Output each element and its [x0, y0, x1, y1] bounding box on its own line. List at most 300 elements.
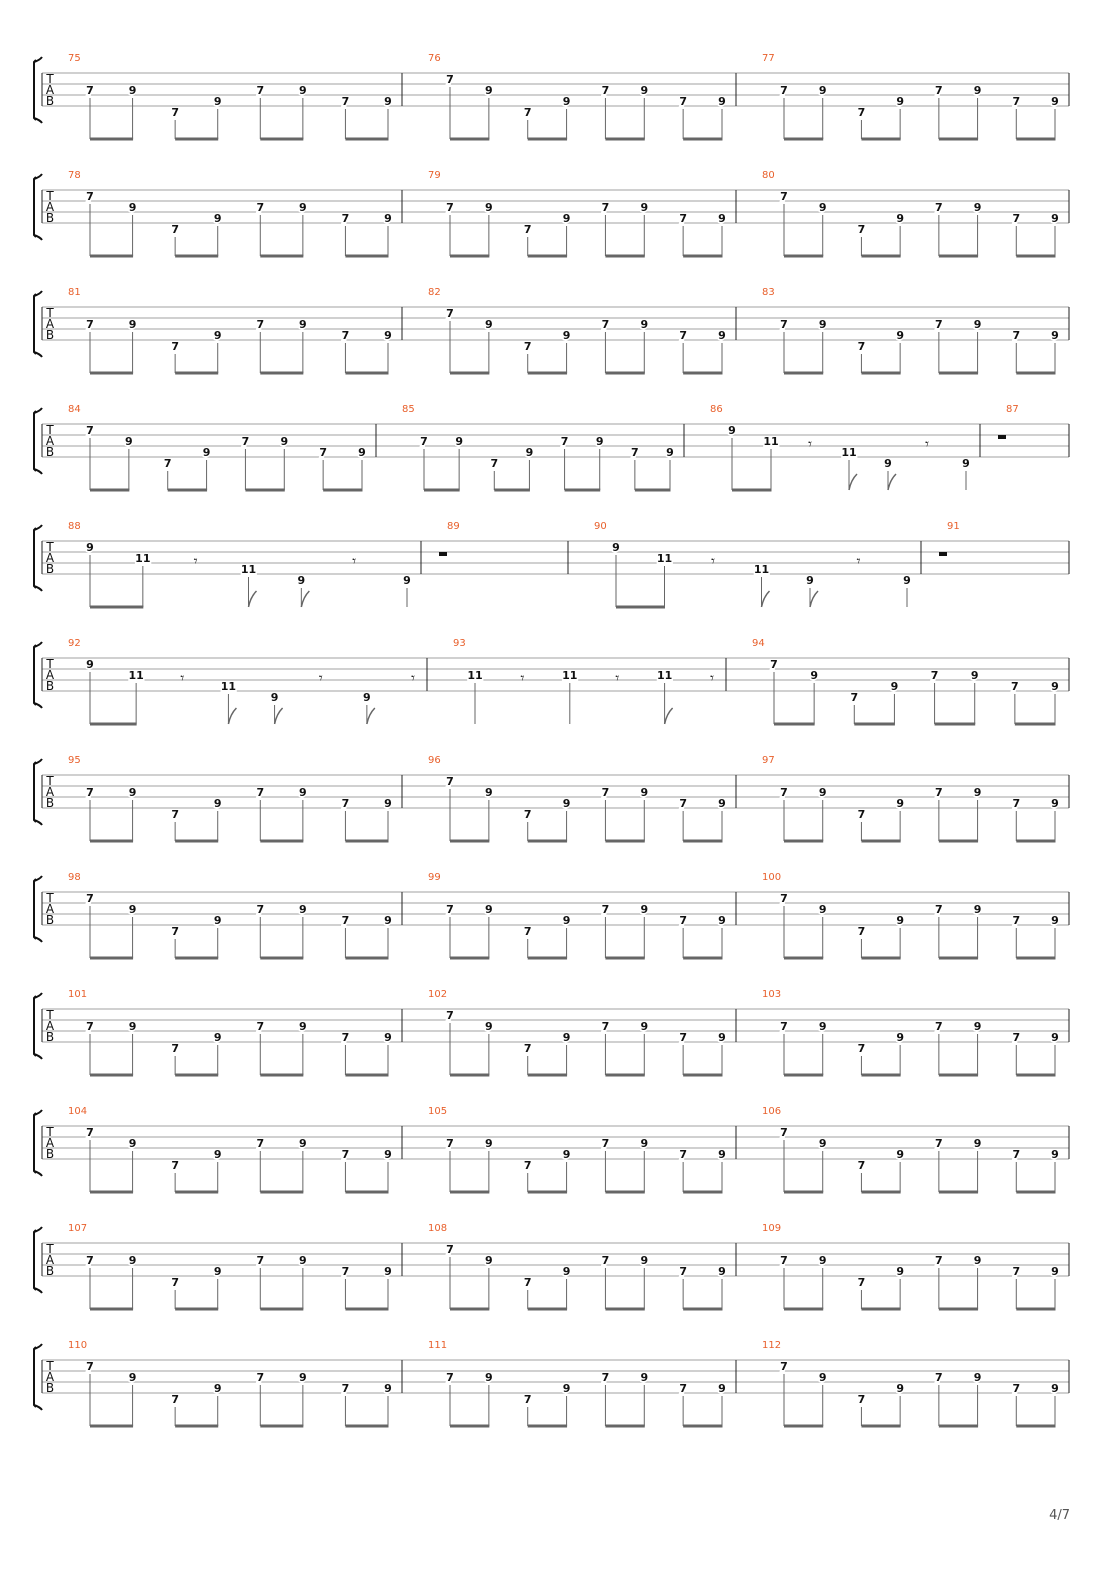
fret-number: 11: [128, 669, 144, 682]
measure-number: 108: [428, 1223, 448, 1234]
tab-clef-letter: B: [45, 913, 55, 927]
fret-number: 9: [818, 1254, 827, 1267]
beam: [683, 1191, 722, 1194]
fret-number: 7: [780, 190, 788, 203]
system-bracket: [34, 174, 42, 240]
fret-number: 9: [485, 84, 493, 97]
fret-number: 9: [299, 1371, 307, 1384]
beam: [1015, 723, 1056, 726]
beam: [683, 138, 722, 141]
beam: [1016, 1308, 1055, 1311]
beam: [861, 1191, 900, 1194]
fret-number: 9: [718, 95, 726, 108]
fret-number: 9: [128, 1371, 137, 1384]
fret-number: 9: [455, 435, 463, 448]
eighth-rest: 𝄾: [180, 669, 185, 687]
beam: [1016, 255, 1055, 258]
beam: [260, 255, 303, 258]
beam: [260, 957, 303, 960]
fret-number: 7: [523, 1159, 532, 1172]
fret-number: 7: [256, 84, 265, 97]
fret-number: 9: [973, 84, 982, 97]
fret-number: 7: [171, 106, 179, 119]
fret-number: 9: [384, 914, 392, 927]
fret-number: 7: [86, 892, 94, 905]
fret-number: 9: [640, 786, 649, 799]
beam: [260, 1308, 303, 1311]
fret-number: 7: [601, 84, 610, 97]
beam: [1016, 138, 1055, 141]
beam: [260, 138, 303, 141]
fret-number: 9: [818, 84, 827, 97]
fret-number: 7: [256, 1020, 265, 1033]
fret-number: 9: [485, 1020, 493, 1033]
whole-rest: [939, 552, 947, 556]
measure-number: 77: [762, 53, 775, 64]
beam: [861, 840, 900, 843]
fret-number: 7: [341, 1148, 350, 1161]
beam: [90, 957, 133, 960]
measure-number: 103: [762, 989, 782, 1000]
fret-number: 9: [973, 1020, 982, 1033]
fret-number: 7: [601, 1137, 610, 1150]
beam: [528, 840, 567, 843]
fret-number: 7: [1011, 680, 1019, 693]
fret-number: 7: [341, 95, 350, 108]
fret-number: 9: [128, 318, 137, 331]
tab-clef-letter: A: [45, 1019, 55, 1033]
fret-number: 7: [679, 1148, 687, 1161]
measure-number: 84: [68, 404, 81, 415]
fret-number: 9: [485, 1137, 493, 1150]
beam: [345, 255, 388, 258]
beam: [450, 372, 489, 375]
fret-number: 9: [86, 658, 94, 671]
measure-number: 88: [68, 521, 81, 532]
whole-rest: [439, 552, 447, 556]
fret-number: 7: [256, 201, 265, 214]
fret-number: 9: [1051, 212, 1059, 225]
beam: [528, 1191, 567, 1194]
tab-clef-letter: T: [46, 1359, 54, 1373]
beam: [939, 372, 978, 375]
fret-number: 7: [780, 1020, 788, 1033]
beam: [175, 372, 218, 375]
tab-clef-letter: A: [45, 551, 55, 565]
fret-number: 9: [962, 457, 970, 470]
beam: [784, 1074, 823, 1077]
fret-number: 9: [896, 1148, 904, 1161]
fret-number: 9: [806, 574, 814, 587]
fret-number: 9: [299, 786, 307, 799]
fret-number: 9: [299, 201, 307, 214]
fret-number: 9: [485, 1371, 493, 1384]
beam: [1016, 957, 1055, 960]
measure-number: 99: [428, 872, 441, 883]
beam: [939, 1191, 978, 1194]
fret-number: 9: [973, 786, 982, 799]
beam: [450, 1074, 489, 1077]
fret-number: 9: [884, 457, 892, 470]
fret-number: 7: [560, 435, 569, 448]
fret-number: 11: [135, 552, 151, 565]
fret-number: 9: [728, 424, 736, 437]
fret-number: 9: [1051, 1148, 1059, 1161]
fret-number: 9: [485, 318, 493, 331]
fret-number: 7: [341, 1382, 350, 1395]
fret-number: 7: [341, 797, 350, 810]
system-bracket: [34, 1344, 42, 1410]
fret-number: 9: [890, 680, 899, 693]
fret-number: 7: [171, 1042, 179, 1055]
measure-number: 76: [428, 53, 441, 64]
fret-number: 9: [718, 1031, 726, 1044]
fret-number: 7: [523, 340, 532, 353]
beam: [861, 372, 900, 375]
fret-number: 9: [485, 903, 493, 916]
tab-clef-letter: T: [46, 306, 54, 320]
measure-number: 80: [762, 170, 775, 181]
fret-number: 9: [384, 1382, 392, 1395]
beam: [260, 1191, 303, 1194]
fret-number: 9: [299, 903, 307, 916]
fret-number: 9: [384, 95, 392, 108]
beam: [90, 840, 133, 843]
beam: [939, 957, 978, 960]
eighth-rest: 𝄾: [808, 435, 812, 453]
fret-number: 9: [810, 669, 818, 682]
tab-clef-letter: T: [46, 891, 54, 905]
tab-clef-letter: T: [46, 1242, 54, 1256]
eighth-rest: 𝄾: [710, 669, 714, 687]
fret-number: 7: [1012, 1382, 1021, 1395]
fret-number: 7: [1012, 1265, 1021, 1278]
system-bracket: [34, 408, 42, 474]
fret-number: 7: [86, 318, 94, 331]
system-bracket: [34, 525, 42, 591]
fret-number: 9: [1051, 1382, 1059, 1395]
beam: [260, 840, 303, 843]
tab-clef-letter: T: [46, 540, 54, 554]
fret-number: 7: [935, 903, 943, 916]
fret-number: 7: [780, 84, 788, 97]
beam: [450, 840, 489, 843]
beam: [635, 489, 671, 492]
fret-number: 9: [1051, 1031, 1059, 1044]
fret-number: 7: [601, 903, 610, 916]
beam: [784, 840, 823, 843]
fret-number: 9: [903, 574, 911, 587]
system-bracket: [34, 993, 42, 1059]
fret-number: 7: [86, 1020, 94, 1033]
fret-number: 9: [612, 541, 620, 554]
measure-number: 105: [428, 1106, 448, 1117]
tab-clef-letter: T: [46, 72, 54, 86]
fret-number: 7: [523, 1276, 532, 1289]
beam: [450, 1191, 489, 1194]
fret-number: 9: [213, 1265, 222, 1278]
fret-number: 9: [973, 201, 982, 214]
tab-clef-letter: T: [46, 1008, 54, 1022]
tab-clef-letter: T: [46, 189, 54, 203]
beam: [861, 1425, 900, 1428]
fret-number: 9: [128, 1020, 137, 1033]
note-flag: [367, 708, 375, 724]
fret-number: 9: [86, 541, 94, 554]
beam: [260, 1074, 303, 1077]
fret-number: 7: [679, 1031, 687, 1044]
beam: [90, 1308, 133, 1311]
fret-number: 9: [562, 1382, 571, 1395]
beam: [861, 255, 900, 258]
fret-number: 7: [857, 1042, 866, 1055]
fret-number: 7: [171, 1393, 179, 1406]
fret-number: 9: [403, 574, 411, 587]
note-flag: [810, 591, 818, 607]
fret-number: 9: [640, 201, 649, 214]
beam: [90, 255, 133, 258]
measure-number: 81: [68, 287, 81, 298]
fret-number: 9: [1051, 914, 1059, 927]
beam: [450, 255, 489, 258]
fret-number: 9: [485, 1254, 493, 1267]
whole-rest: [998, 435, 1006, 439]
tab-clef-letter: A: [45, 785, 55, 799]
measure-number: 89: [447, 521, 460, 532]
fret-number: 9: [973, 318, 982, 331]
fret-number: 7: [601, 318, 610, 331]
page-number: 4/7: [1049, 1508, 1070, 1523]
beam: [323, 489, 362, 492]
fret-number: 7: [1012, 212, 1021, 225]
fret-number: 7: [857, 340, 866, 353]
fret-number: 7: [935, 1137, 943, 1150]
beam: [90, 489, 129, 492]
beam: [939, 1308, 978, 1311]
beam: [683, 1074, 722, 1077]
fret-number: 11: [656, 552, 673, 565]
fret-number: 7: [770, 658, 778, 671]
fret-number: 9: [562, 1148, 571, 1161]
measure-number: 106: [762, 1106, 782, 1117]
beam: [175, 840, 218, 843]
fret-number: 7: [341, 1265, 350, 1278]
fret-number: 9: [640, 1254, 649, 1267]
fret-number: 9: [125, 435, 133, 448]
beam: [854, 723, 895, 726]
fret-number: 7: [171, 808, 179, 821]
fret-number: 7: [1012, 1148, 1021, 1161]
beam: [732, 489, 772, 492]
system-bracket: [34, 876, 42, 942]
beam: [939, 1425, 978, 1428]
fret-number: 9: [358, 446, 366, 459]
tab-clef-letter: B: [45, 445, 55, 459]
measure-number: 111: [428, 1340, 448, 1351]
fret-number: 9: [718, 329, 726, 342]
beam: [616, 606, 665, 609]
fret-number: 9: [213, 1148, 222, 1161]
fret-number: 7: [446, 1009, 454, 1022]
tab-clef-letter: A: [45, 668, 55, 682]
fret-number: 9: [640, 903, 649, 916]
beam: [784, 1191, 823, 1194]
fret-number: 9: [128, 903, 137, 916]
fret-number: 7: [86, 424, 94, 437]
system-bracket: [34, 1110, 42, 1176]
beam: [345, 1191, 388, 1194]
fret-number: 9: [818, 1371, 827, 1384]
fret-number: 7: [679, 797, 687, 810]
beam: [424, 489, 460, 492]
eighth-rest: 𝄾: [318, 669, 323, 687]
fret-number: 7: [171, 1276, 179, 1289]
measure-number: 102: [428, 989, 448, 1000]
beam: [528, 957, 567, 960]
beam: [175, 957, 218, 960]
fret-number: 9: [270, 691, 279, 704]
beam: [1016, 840, 1055, 843]
beam: [861, 1074, 900, 1077]
beam: [90, 1425, 133, 1428]
measure-number: 107: [68, 1223, 88, 1234]
fret-number: 9: [718, 914, 726, 927]
fret-number: 7: [523, 106, 532, 119]
fret-number: 7: [446, 775, 454, 788]
beam: [90, 606, 143, 609]
fret-number: 7: [523, 925, 532, 938]
fret-number: 11: [240, 563, 257, 576]
tab-clef-letter: B: [45, 1030, 55, 1044]
beam: [450, 1308, 489, 1311]
tab-clef-letter: T: [46, 657, 54, 671]
beam: [939, 138, 978, 141]
fret-number: 7: [679, 212, 687, 225]
fret-number: 9: [718, 1148, 726, 1161]
fret-number: 9: [384, 329, 392, 342]
note-flag: [249, 591, 257, 607]
tab-clef-letter: A: [45, 200, 55, 214]
fret-number: 9: [640, 1020, 649, 1033]
fret-number: 9: [213, 95, 222, 108]
fret-number: 7: [857, 1276, 866, 1289]
fret-number: 7: [857, 1159, 866, 1172]
measure-number: 94: [752, 638, 765, 649]
fret-number: 9: [128, 1137, 137, 1150]
measure-number: 83: [762, 287, 775, 298]
fret-number: 9: [896, 212, 904, 225]
beam: [175, 1191, 218, 1194]
beam: [861, 957, 900, 960]
measure-number: 92: [68, 638, 81, 649]
beam: [1016, 1074, 1055, 1077]
fret-number: 9: [562, 1031, 571, 1044]
beam: [939, 255, 978, 258]
fret-number: 9: [640, 1137, 649, 1150]
measure-number: 82: [428, 287, 441, 298]
tab-clef-letter: B: [45, 1381, 55, 1395]
fret-number: 9: [818, 318, 827, 331]
beam: [774, 723, 815, 726]
fret-number: 9: [202, 446, 211, 459]
beam: [90, 1074, 133, 1077]
beam: [861, 138, 900, 141]
beam: [683, 957, 722, 960]
system-bracket: [34, 1227, 42, 1293]
measure-number: 96: [428, 755, 441, 766]
fret-number: 9: [1051, 1265, 1059, 1278]
beam: [939, 1074, 978, 1077]
measure-number: 87: [1006, 404, 1019, 415]
fret-number: 9: [818, 1137, 827, 1150]
beam: [90, 372, 133, 375]
eighth-rest: 𝄾: [711, 552, 715, 570]
fret-number: 9: [213, 797, 222, 810]
beam: [528, 1074, 567, 1077]
measure-number: 100: [762, 872, 782, 883]
fret-number: 9: [640, 318, 649, 331]
measure-number: 90: [594, 521, 607, 532]
tab-clef-letter: A: [45, 317, 55, 331]
tab-clef-letter: A: [45, 434, 55, 448]
fret-number: 7: [446, 1371, 454, 1384]
fret-number: 7: [446, 73, 454, 86]
tab-clef-letter: T: [46, 423, 54, 437]
fret-number: 7: [1012, 797, 1021, 810]
eighth-rest: 𝄾: [520, 669, 525, 687]
system-bracket: [34, 291, 42, 357]
tab-clef-letter: B: [45, 679, 55, 693]
beam: [260, 372, 303, 375]
fret-number: 9: [1051, 95, 1059, 108]
tab-clef-letter: B: [45, 562, 55, 576]
fret-number: 7: [490, 457, 499, 470]
fret-number: 7: [601, 1254, 610, 1267]
tab-clef-letter: B: [45, 328, 55, 342]
beam: [175, 138, 218, 141]
fret-number: 9: [384, 797, 392, 810]
fret-number: 7: [86, 1126, 94, 1139]
tab-clef-letter: B: [45, 1264, 55, 1278]
fret-number: 9: [384, 1265, 392, 1278]
fret-number: 7: [601, 1020, 610, 1033]
fret-number: 7: [780, 1254, 788, 1267]
fret-number: 9: [562, 797, 571, 810]
fret-number: 7: [935, 201, 943, 214]
beam: [450, 138, 489, 141]
beam: [935, 723, 976, 726]
beam: [784, 255, 823, 258]
beam: [175, 1074, 218, 1077]
fret-number: 9: [896, 914, 904, 927]
beam: [683, 1425, 722, 1428]
fret-number: 7: [86, 1254, 94, 1267]
fret-number: 7: [420, 435, 428, 448]
fret-number: 9: [128, 84, 137, 97]
fret-number: 9: [562, 914, 571, 927]
note-flag: [888, 474, 896, 490]
fret-number: 9: [363, 691, 371, 704]
system-bracket: [34, 759, 42, 825]
fret-number: 9: [896, 329, 904, 342]
note-flag: [301, 591, 309, 607]
fret-number: 11: [467, 669, 483, 682]
fret-number: 9: [666, 446, 674, 459]
tab-clef-letter: A: [45, 1370, 55, 1384]
measure-number: 78: [68, 170, 81, 181]
fret-number: 9: [299, 84, 307, 97]
fret-number: 7: [446, 903, 454, 916]
